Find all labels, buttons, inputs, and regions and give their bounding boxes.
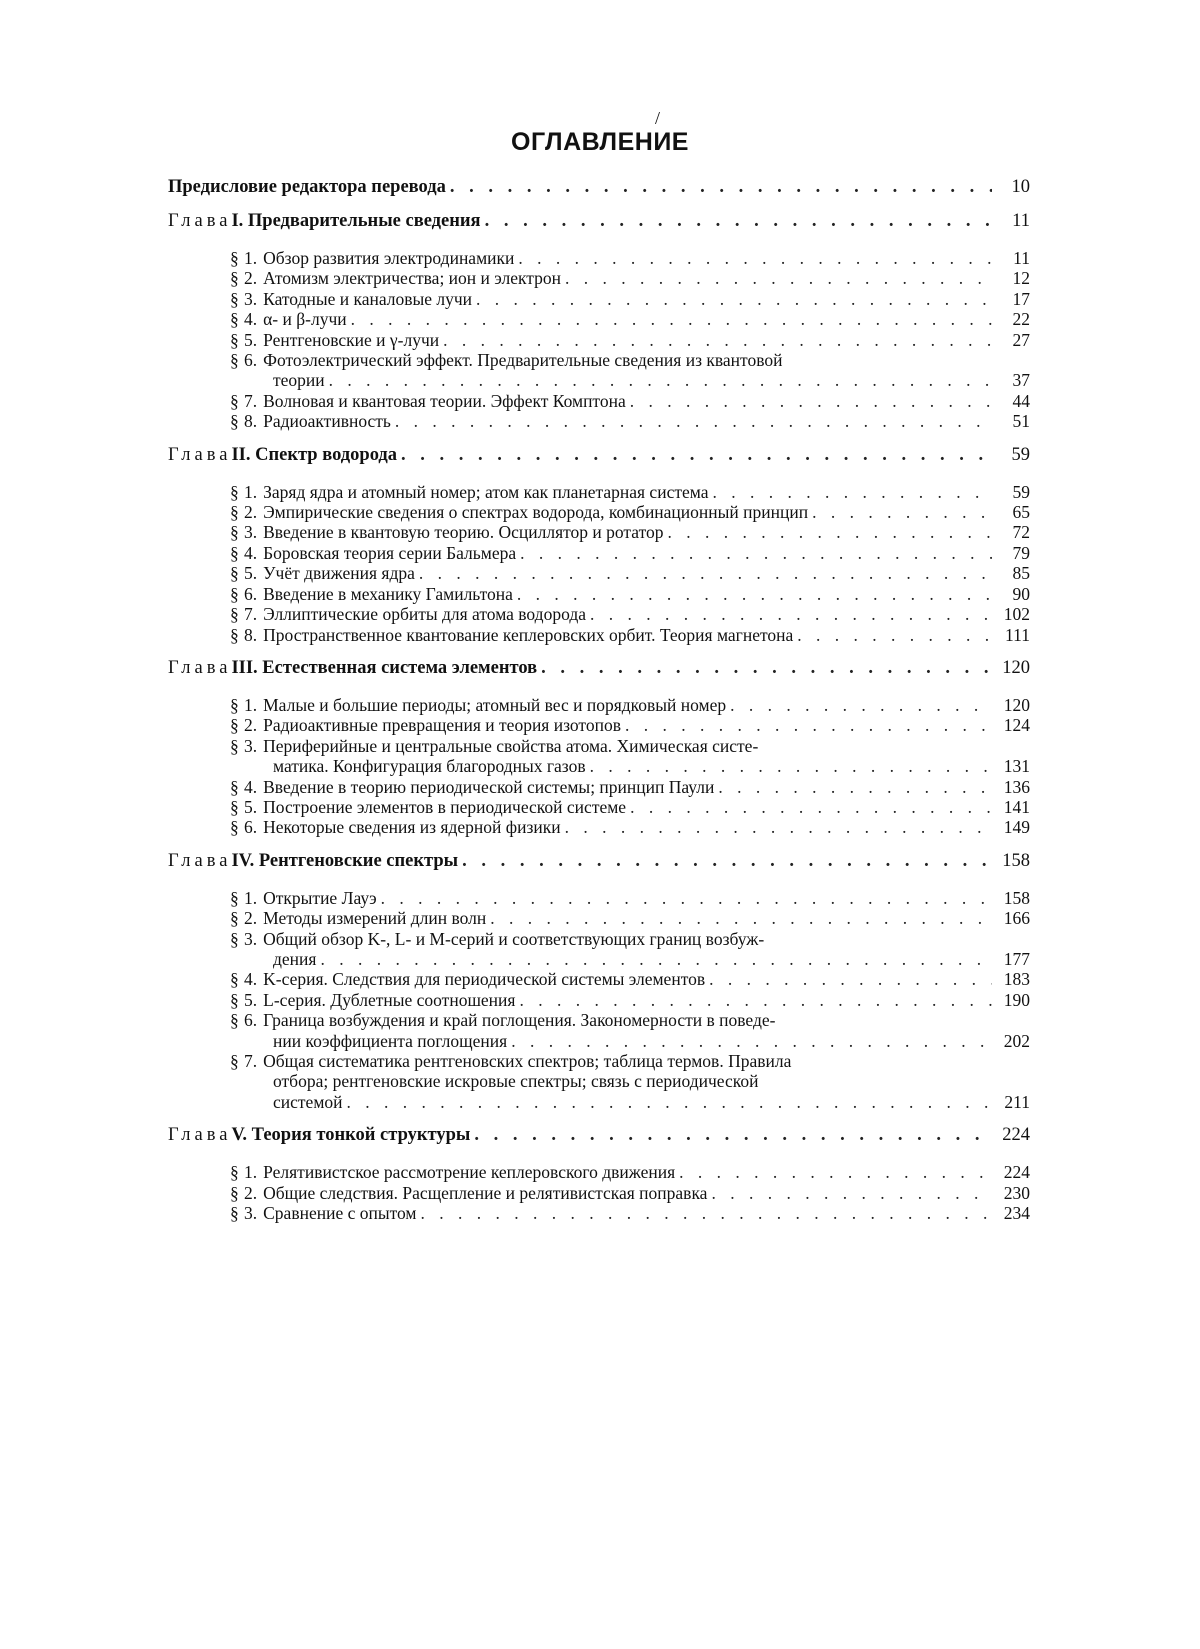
leader-dots [797,625,992,645]
section-title-continued: отбора; рентгеновские искровые спектры; связь с периодической [273,1071,759,1092]
section-title: Атомизм электричества; ион и электрон [263,268,561,289]
section-symbol: § [230,776,239,797]
toc-page-number: 141 [1003,796,1030,817]
section-number: 4. [244,309,258,330]
leader-dots [711,1183,992,1203]
section-symbol: § [230,350,239,371]
chapter-title: V. Теория тонкой структуры [231,1125,471,1146]
leader-dots [395,411,992,431]
toc-section[interactable] [168,695,1030,715]
page-title: ОГЛАВЛЕНИЕ [511,128,689,156]
toc-section[interactable] [168,330,1030,350]
spacer [168,432,1030,444]
section-title: Общие следствия. Расщепление и релятивистская поправка [263,1182,708,1203]
leader-dots [565,817,992,837]
section-symbol: § [230,1203,239,1224]
section-symbol: § [230,248,239,268]
leader-dots [462,850,992,872]
chapter-title: I. Предварительные сведения [231,211,481,231]
leader-dots [520,543,992,563]
leader-dots [679,1162,992,1182]
leader-dots [443,330,992,350]
leader-dots [541,657,992,679]
section-title: Сравнение с опытом [263,1203,417,1224]
section-symbol: § [230,715,239,736]
toc-section[interactable] [168,482,1030,502]
section-continuation [230,1031,1030,1051]
section-continuation [230,756,1030,776]
leader-dots [590,756,992,776]
toc-page-number: 177 [1003,948,1030,969]
toc-section[interactable] [168,411,1030,431]
section-symbol: § [230,1162,239,1183]
section-title: Фотоэлектрический эффект. Предварительные сведения из квантовой [263,350,783,371]
leader-dots [730,695,992,715]
toc-section[interactable] [168,1010,1030,1051]
section-number: 3. [244,735,258,756]
section-number: 6. [244,350,258,371]
leader-dots [381,888,992,908]
toc-page-number: 27 [1012,329,1030,350]
section-number: 5. [244,989,258,1010]
section-symbol: § [230,624,239,645]
section-title: Введение в теорию периодической системы; принцип Паули [263,776,715,797]
toc-section[interactable] [168,908,1030,928]
spacer [168,466,1030,482]
toc-page-number: 37 [1012,370,1030,391]
leader-dots [490,908,992,928]
section-number: 3. [244,928,258,949]
leader-dots [630,797,992,817]
toc-section[interactable] [168,929,1030,970]
section-number: 2. [244,715,258,736]
section-title: Некоторые сведения из ядерной физики [263,817,561,838]
toc-page-number: 44 [1012,390,1030,411]
leader-dots [709,969,992,989]
leader-dots [511,1031,992,1051]
section-symbol: § [230,989,239,1010]
section-symbol: § [230,694,239,715]
section-number: 6. [244,1010,258,1031]
section-number: 2. [244,1182,258,1203]
chapter-prefix: Глава [168,211,232,231]
spacer [168,232,1030,248]
section-title: Общая систематика рентгеновских спектров; таблица термов. Правила [263,1051,792,1071]
toc-page-number: 230 [1003,1182,1030,1203]
section-number: 4. [244,542,258,563]
section-title: Боровская теория серии Бальмера [263,542,517,563]
spacer [168,838,1030,850]
section-symbol: § [230,502,239,523]
toc-page-number: 65 [1012,502,1030,523]
section-symbol: § [230,735,239,756]
toc-page-number: 11 [1013,248,1030,268]
section-symbol: § [230,268,239,289]
section-title-continued: системой [273,1091,343,1112]
section-symbol: § [230,411,239,432]
chapter-prefix: Глава [168,444,232,465]
section-title-continued: матика. Конфигурация благородных газов [273,756,586,777]
section-symbol: § [230,542,239,563]
toc-section[interactable] [168,248,1030,268]
leader-dots [519,990,992,1010]
leader-dots [668,522,992,542]
toc-page-number: 224 [1002,1125,1030,1146]
toc-chapter[interactable] [168,444,1030,466]
section-symbol: § [230,887,239,908]
section-title: Радиоактивность [263,411,391,432]
section-title: L-серия. Дублетные соотношения [263,989,516,1010]
section-title: α- и β-лучи [263,309,347,330]
section-continuation [230,1092,1030,1112]
toc-section[interactable] [168,543,1030,563]
section-symbol: § [230,1051,239,1071]
section-symbol: § [230,1182,239,1203]
section-title: Периферийные и центральные свойства атома. Химическая систе- [263,735,759,756]
toc-page-number: 183 [1003,969,1030,990]
section-symbol: § [230,908,239,929]
section-title: Граница возбуждения и край поглощения. Закономерности в поведе- [263,1010,776,1031]
toc-page-number: 22 [1012,309,1030,330]
section-symbol: § [230,583,239,604]
toc-section[interactable] [168,797,1030,817]
leader-dots [565,268,992,288]
section-number: 7. [244,390,258,411]
leader-dots [712,482,992,502]
toc-page-number: 136 [1003,776,1030,797]
section-number: 6. [244,583,258,604]
section-first-line [230,1051,1030,1071]
spacer [168,645,1030,657]
toc-page-number: 124 [1003,715,1030,736]
spacer [168,872,1030,888]
section-number: 1. [244,694,258,715]
section-number: 5. [244,796,258,817]
toc-page-number: 149 [1003,817,1030,838]
section-symbol: § [230,928,239,949]
section-number: 3. [244,288,258,309]
section-title: Введение в квантовую теорию. Осциллятор и ротатор [263,522,664,543]
toc-section[interactable] [168,604,1030,624]
section-number: 4. [244,776,258,797]
section-title: Радиоактивные превращения и теория изотопов [263,715,621,736]
leader-dots [476,289,992,309]
toc-section[interactable] [168,888,1030,908]
section-symbol: § [230,288,239,309]
section-number: 2. [244,268,258,289]
toc-page-number: 102 [1003,604,1030,625]
section-title: Построение элементов в периодической системе [263,796,627,817]
section-title: Катодные и каналовые лучи [263,288,473,309]
toc-page-number: 120 [1003,694,1030,715]
section-symbol: § [230,309,239,330]
toc-section[interactable] [168,563,1030,583]
toc-section[interactable] [168,309,1030,329]
section-number: 3. [244,522,258,543]
section-number: 8. [244,411,258,432]
leader-dots [329,370,992,390]
section-number: 8. [244,624,258,645]
leader-dots [474,1124,992,1146]
toc-section[interactable] [168,817,1030,837]
section-title: Учёт движения ядра [263,563,415,584]
spacer [168,198,1030,210]
section-symbol: § [230,522,239,543]
leader-dots [320,949,992,969]
toc-section[interactable] [168,522,1030,542]
toc-page-number: 120 [1002,657,1030,678]
section-symbol: § [230,563,239,584]
toc-page-number: 72 [1012,522,1030,543]
section-continuation [230,1071,1030,1091]
section-title-continued: теории [273,370,325,391]
toc-page-number: 166 [1003,908,1030,929]
section-title: Малые и большие периоды; атомный вес и порядковый номер [263,694,727,715]
toc-page-number: 12 [1012,268,1030,289]
section-continuation [230,949,1030,969]
section-title: Обзор развития электродинамики [263,248,515,268]
section-title: Рентгеновские и γ-лучи [263,329,440,350]
toc-section[interactable] [168,777,1030,797]
leader-dots [718,777,992,797]
section-title: Эмпирические сведения о спектрах водорода, комбинационный принцип [263,502,809,523]
toc-page-number: 85 [1012,563,1030,584]
toc-section[interactable] [168,1203,1030,1223]
toc-page-number: 131 [1003,756,1030,777]
spacer [168,1146,1030,1162]
section-title: Общий обзор K-, L- и M-серий и соответствующих границ возбуж- [263,928,765,949]
leader-dots [450,176,992,198]
pencil-mark: / [655,108,661,128]
toc-section[interactable] [168,990,1030,1010]
toc-page-number: 211 [1004,1091,1030,1112]
toc-section[interactable] [168,1051,1030,1112]
section-number: 3. [244,1203,258,1224]
section-first-line [230,350,1030,370]
toc-preface[interactable] [168,176,1030,198]
toc-page-number: 158 [1003,887,1030,908]
section-symbol: § [230,817,239,838]
leader-dots [630,391,992,411]
section-symbol: § [230,329,239,350]
toc-page-number: 158 [1002,850,1030,871]
toc-page-number: 17 [1012,288,1030,309]
toc-section[interactable] [168,502,1030,522]
toc-page-number: 10 [1011,177,1030,197]
chapter-prefix: Глава [168,657,232,678]
toc-section[interactable] [168,584,1030,604]
toc-section[interactable] [168,625,1030,645]
toc-chapter[interactable] [168,1124,1030,1146]
leader-dots [625,715,992,735]
section-number: 5. [244,563,258,584]
section-number: 1. [244,887,258,908]
toc-preface-label: Предисловие редактора перевода [168,177,446,197]
section-symbol: § [230,604,239,625]
spacer [168,1112,1030,1124]
leader-dots [812,502,992,522]
section-number: 4. [244,969,258,990]
section-title: Пространственное квантование кеплеровских орбит. Теория магнетона [263,624,794,645]
toc-page-number: 11 [1012,211,1030,231]
toc-section[interactable] [168,736,1030,777]
section-number: 2. [244,502,258,523]
toc-page-number: 224 [1003,1162,1030,1183]
toc-section[interactable] [168,289,1030,309]
leader-dots [347,1092,992,1112]
toc-page-number: 59 [1011,444,1030,465]
chapter-title: IV. Рентгеновские спектры [231,850,459,871]
section-symbol: § [230,969,239,990]
section-symbol: § [230,390,239,411]
section-title: K-серия. Следствия для периодической системы элементов [263,969,706,990]
leader-dots [419,563,992,583]
toc-page-number: 190 [1003,989,1030,1010]
section-title: Релятивистское рассмотрение кеплеровского движения [263,1162,676,1183]
spacer [168,679,1030,695]
toc-page-number: 202 [1003,1030,1030,1051]
toc-section[interactable] [168,1162,1030,1182]
section-first-line [230,736,1030,756]
toc-section[interactable] [168,969,1030,989]
toc-page-number: 111 [1005,624,1030,645]
section-number: 1. [244,1162,258,1183]
leader-dots [518,248,992,268]
section-title: Введение в механику Гамильтона [263,583,513,604]
section-first-line [230,1010,1030,1030]
section-title: Заряд ядра и атомный номер; атом как планетарная система [263,481,709,502]
section-title: Волновая и квантовая теории. Эффект Комптона [263,390,626,411]
section-number: 7. [244,1051,258,1071]
leader-dots [401,444,992,466]
toc-page-number: 90 [1012,583,1030,604]
section-number: 2. [244,908,258,929]
leader-dots [517,584,992,604]
toc-page-number: 51 [1012,411,1030,432]
chapter-prefix: Глава [168,1125,232,1146]
section-number: 5. [244,329,258,350]
toc-page-number: 234 [1003,1203,1030,1224]
table-of-contents [168,176,1030,1223]
chapter-title: III. Естественная система элементов [231,657,538,678]
section-number: 7. [244,604,258,625]
toc-page-number: 59 [1012,481,1030,502]
toc-section[interactable] [168,268,1030,288]
toc-chapter[interactable] [168,657,1030,679]
section-title: Эллиптические орбиты для атома водорода [263,604,587,625]
leader-dots [421,1203,992,1223]
section-number: 1. [244,248,258,268]
section-title-continued: нии коэффициента поглощения [273,1030,508,1051]
toc-chapter[interactable] [168,850,1030,872]
section-symbol: § [230,796,239,817]
leader-dots [485,210,992,232]
section-title: Открытие Лауэ [263,887,377,908]
section-continuation [230,370,1030,390]
section-first-line [230,929,1030,949]
section-number: 6. [244,817,258,838]
toc-chapter[interactable] [168,210,1030,232]
leader-dots [590,604,992,624]
section-symbol: § [230,1010,239,1031]
chapter-title: II. Спектр водорода [231,444,398,465]
section-title: Методы измерений длин волн [263,908,487,929]
section-title-continued: дения [273,948,317,969]
leader-dots [351,309,992,329]
chapter-prefix: Глава [168,850,232,871]
toc-section[interactable] [168,350,1030,391]
section-number: 1. [244,481,258,502]
toc-page-number: 79 [1012,542,1030,563]
toc-section[interactable] [168,391,1030,411]
toc-section[interactable] [168,715,1030,735]
toc-section[interactable] [168,1183,1030,1203]
section-symbol: § [230,481,239,502]
